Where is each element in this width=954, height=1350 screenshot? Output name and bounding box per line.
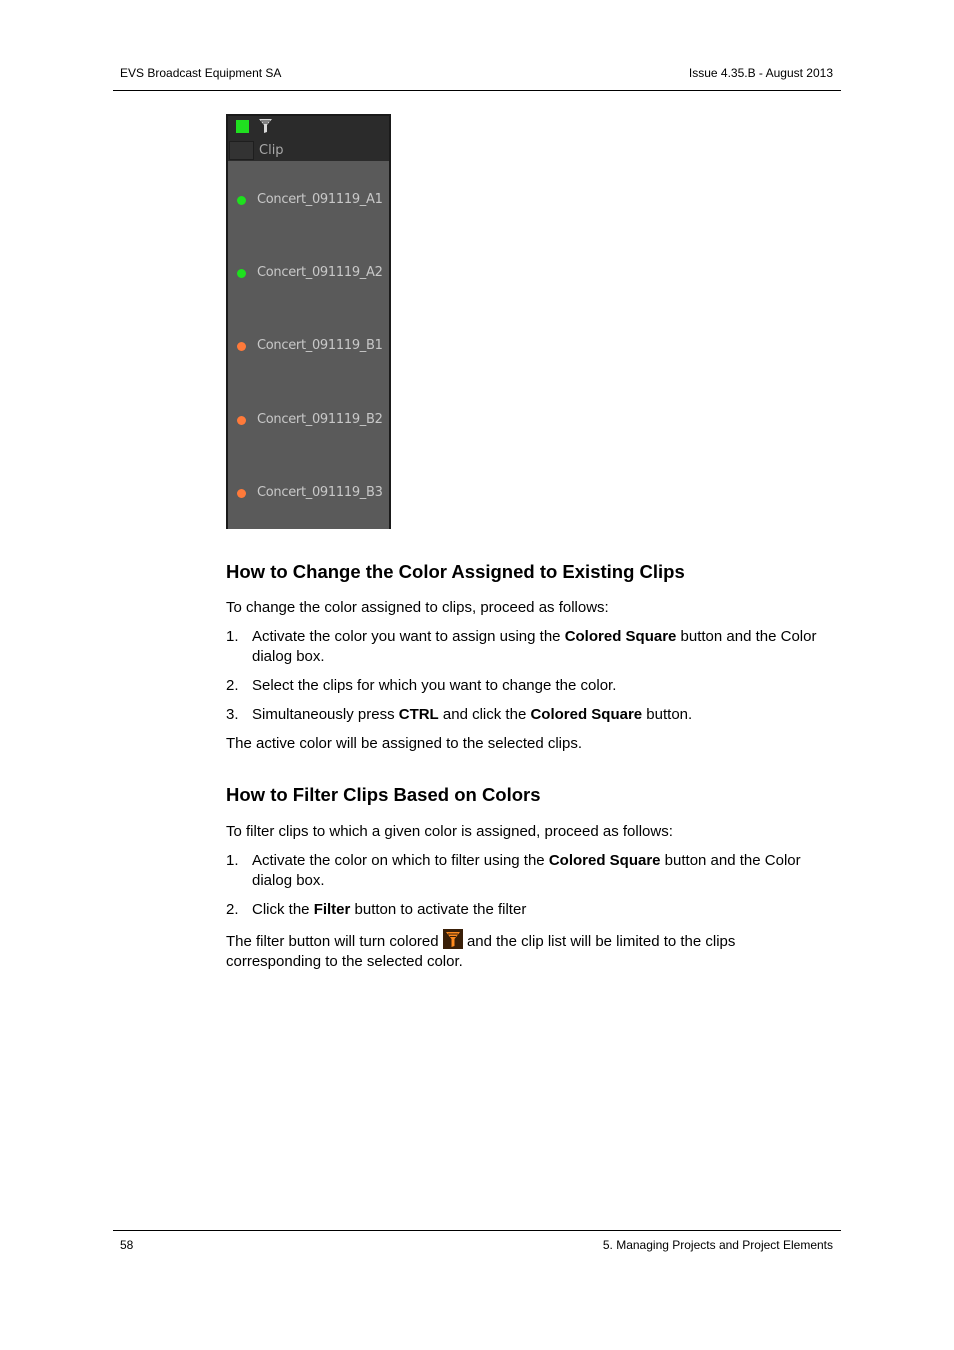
step-text: Activate the color you want to assign using the Colored Square button and the Color dialog box. — [252, 628, 817, 665]
clip-row[interactable] — [228, 484, 389, 504]
select-all-checkbox[interactable] — [229, 141, 254, 160]
section1-step-2 — [226, 676, 846, 696]
section2-intro: To filter clips to which a given color is assigned, proceed as follows: — [226, 823, 673, 840]
step-text: Simultaneously press CTRL and click the Colored Square button. — [252, 706, 693, 723]
header-company: EVS Broadcast Equipment SA — [120, 66, 282, 80]
header-rule — [113, 90, 841, 91]
clip-name: Concert_091119_B3 — [257, 485, 383, 500]
colored-square-button[interactable] — [236, 120, 249, 133]
section1-outro: The active color will be assigned to the selected clips. — [226, 735, 583, 752]
step-number: 3. — [226, 706, 239, 723]
section1-intro: To change the color assigned to clips, proceed as follows: — [226, 599, 609, 616]
clip-row[interactable] — [228, 191, 389, 211]
clip-name: Concert_091119_A1 — [257, 192, 383, 207]
header-issue: Issue 4.35.B - August 2013 — [688, 66, 833, 80]
clip-name: Concert_091119_B2 — [257, 412, 383, 427]
section2-step-2 — [226, 900, 846, 920]
section1-step-3 — [226, 705, 846, 725]
section1-step-1 — [226, 627, 846, 667]
section2-step-1 — [226, 851, 846, 891]
section-title-change-color: How to Change the Color Assigned to Existing Clips — [226, 561, 685, 582]
step-number: 2. — [226, 677, 239, 694]
clip-color-dot — [237, 416, 246, 425]
step-number: 1. — [226, 852, 239, 869]
clip-name: Concert_091119_B1 — [257, 338, 383, 353]
step-text: Select the clips for which you want to change the color. — [252, 677, 617, 694]
step-number: 2. — [226, 901, 239, 918]
filter-active-icon — [443, 929, 463, 949]
clip-color-dot — [237, 269, 246, 278]
clip-list — [228, 161, 389, 529]
clip-row[interactable] — [228, 337, 389, 357]
chapter-title: 5. Managing Projects and Project Elements — [602, 1238, 833, 1252]
clip-column-header: Clip — [259, 143, 284, 158]
clip-row[interactable] — [228, 411, 389, 431]
clip-color-dot — [237, 342, 246, 351]
clip-name: Concert_091119_A2 — [257, 265, 383, 280]
clip-color-dot — [237, 489, 246, 498]
step-text: Click the Filter button to activate the filter — [252, 901, 527, 918]
page-number: 58 — [120, 1238, 134, 1252]
clip-row[interactable] — [228, 264, 389, 284]
step-text: Activate the color on which to filter using the Colored Square button and the Color dialog box. — [252, 852, 801, 889]
filter-icon[interactable] — [258, 118, 273, 134]
section-title-filter-clips: How to Filter Clips Based on Colors — [226, 784, 541, 805]
footer-rule — [113, 1230, 841, 1231]
section2-outro: The filter button will turn colored and the clip list will be limited to the clips corresponding to the selected color. — [226, 929, 846, 972]
step-number: 1. — [226, 628, 239, 645]
clip-color-dot — [237, 196, 246, 205]
